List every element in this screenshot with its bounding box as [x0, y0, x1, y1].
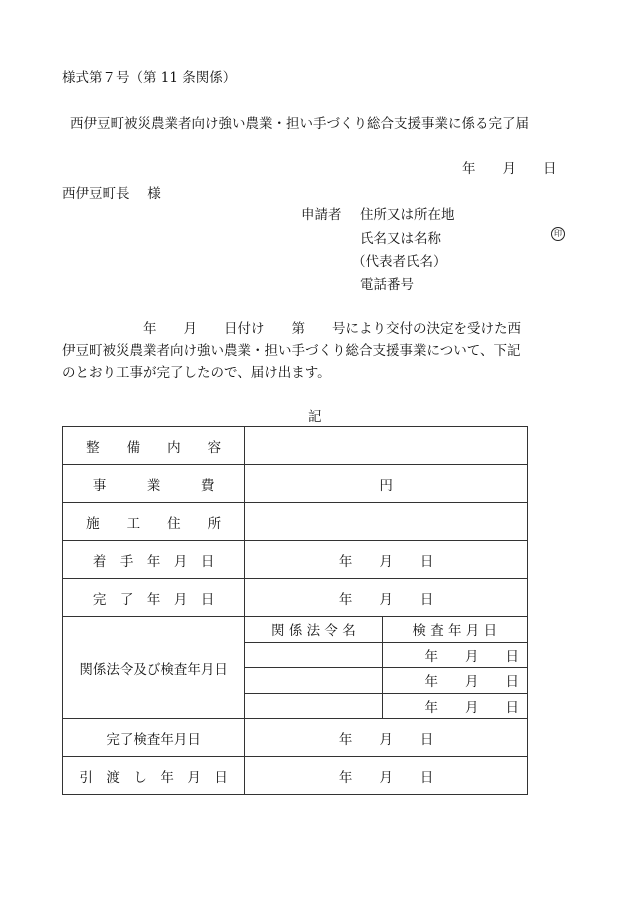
handover-label: 引 渡 し 年 月 日 — [63, 757, 245, 795]
cost-value: 円 — [245, 465, 528, 503]
body-line-2: 伊豆町被災農業者向け強い農業・担い手づくり総合支援事業について、下記 — [62, 343, 521, 359]
content-label: 整 備 内 容 — [63, 427, 245, 465]
law-name-header: 関 係 法 令 名 — [245, 617, 382, 643]
body-line-1: 年 月 日付け 第 号により交付の決定を受けた西 — [62, 321, 521, 337]
form-number: 様式第７号（第 11 条関係） — [62, 70, 237, 86]
handover-value: 年 月 日 — [245, 757, 528, 795]
inspection-date-header: 検 査 年 月 日 — [382, 617, 527, 643]
law-inspection-label: 関係法令及び検査年月日 — [63, 617, 245, 719]
applicant-phone-label: 電話番号 — [360, 277, 414, 293]
complete-date-value: 年 月 日 — [245, 579, 528, 617]
seal-icon: 印 — [551, 227, 565, 241]
body-paragraph — [62, 318, 572, 384]
document-title: 西伊豆町被災農業者向け強い農業・担い手づくり総合支援事業に係る完了届 — [70, 116, 529, 132]
applicant-representative-label: （代表者氏名） — [352, 254, 447, 270]
law-name-cell — [245, 693, 382, 719]
inspection-date-cell: 年 月 日 — [382, 668, 527, 694]
body-line-3: のとおり工事が完了したので、届け出ます。 — [62, 365, 331, 381]
cost-label: 事 業 費 — [63, 465, 245, 503]
inspection-date-cell: 年 月 日 — [382, 642, 527, 668]
complete-date-label: 完 了 年 月 日 — [63, 579, 245, 617]
final-inspection-value: 年 月 日 — [245, 719, 528, 757]
start-date-label: 着 手 年 月 日 — [63, 541, 245, 579]
start-date-value: 年 月 日 — [245, 541, 528, 579]
site-value — [245, 503, 528, 541]
final-inspection-label: 完了検査年月日 — [63, 719, 245, 757]
completion-table — [62, 426, 528, 795]
ki-heading: 記 — [308, 409, 322, 425]
applicant-address-label: 住所又は所在地 — [360, 207, 455, 223]
law-name-cell — [245, 642, 382, 668]
content-value — [245, 427, 528, 465]
submission-date: 年 月 日 — [462, 161, 557, 177]
inspection-date-cell: 年 月 日 — [382, 693, 527, 719]
applicant-name-label: 氏名又は名称 — [360, 231, 441, 247]
applicant-label: 申請者 — [301, 207, 342, 223]
addressee: 西伊豆町長 様 — [62, 186, 161, 202]
law-name-cell — [245, 668, 382, 694]
site-label: 施 工 住 所 — [63, 503, 245, 541]
